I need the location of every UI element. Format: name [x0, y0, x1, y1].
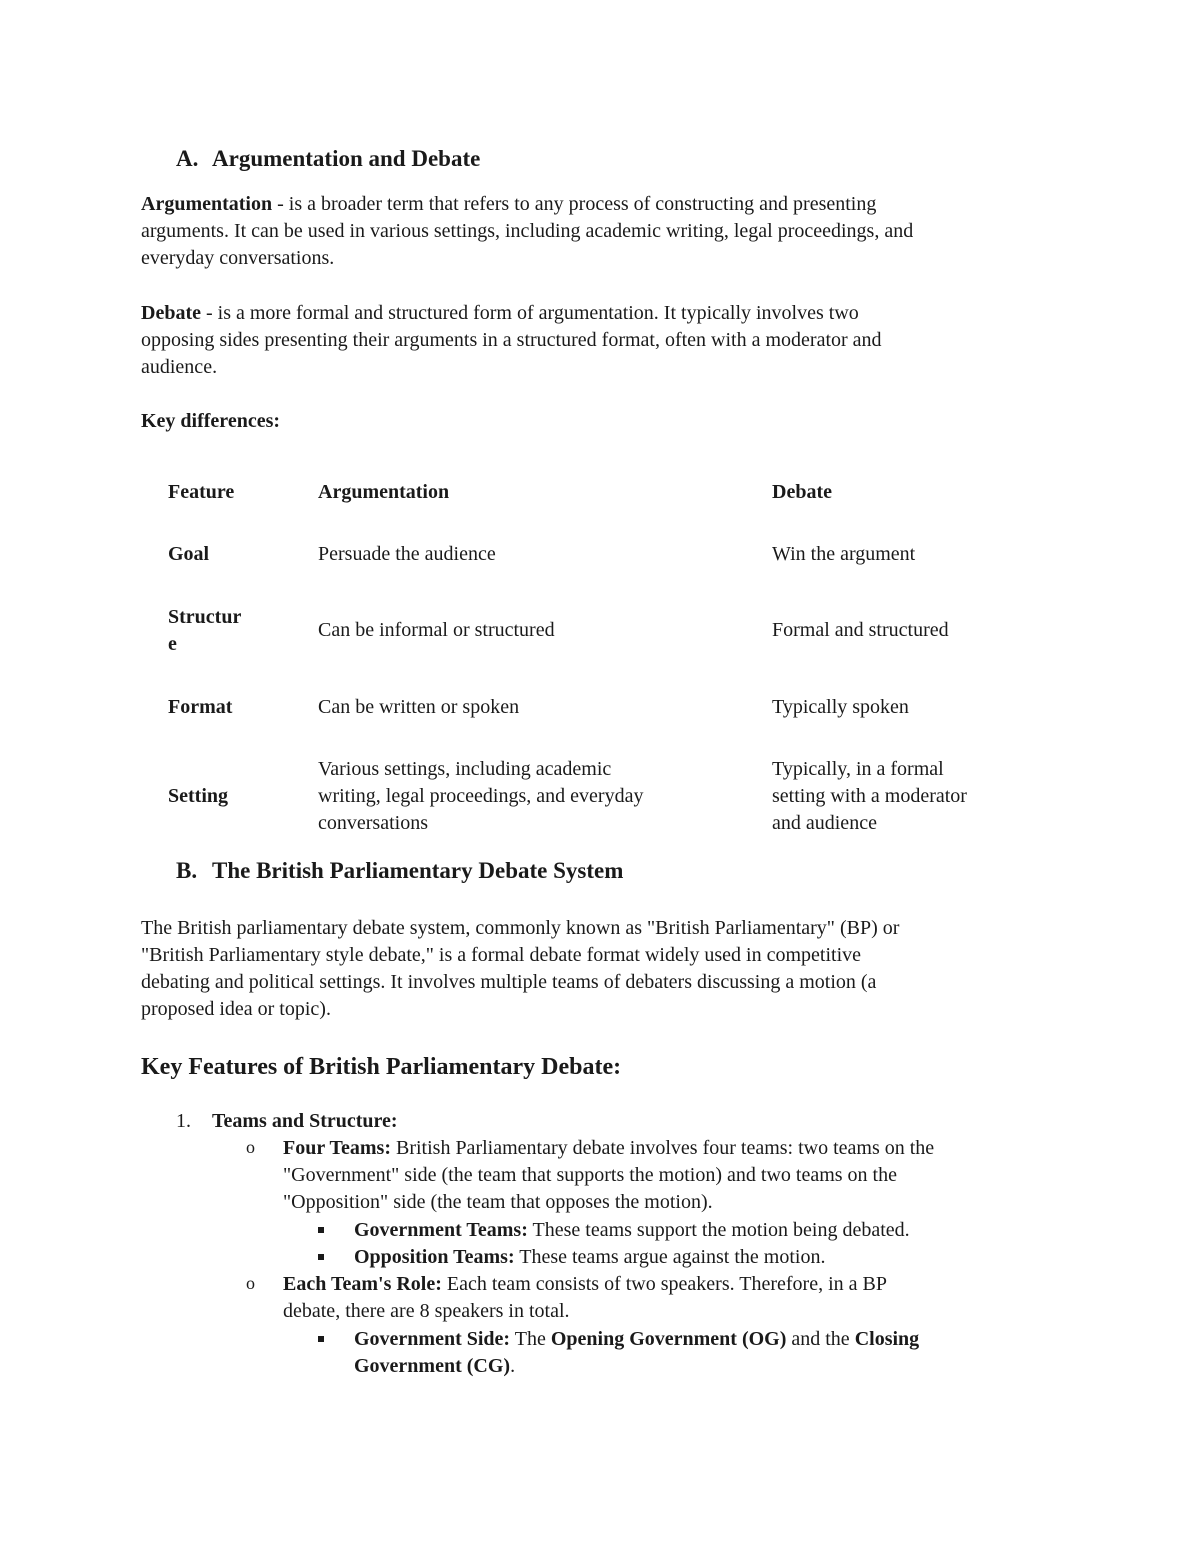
four-teams-line-3: "Opposition" side (the team that opposes the motion). [283, 1191, 713, 1213]
table-row-goal-debate: Win the argument [772, 543, 916, 565]
table-row-structure-feature [168, 604, 268, 658]
table-row-structure-debate: Formal and structured [772, 619, 949, 641]
each-team-role-line-1: Each team consists of two speakers. Therefore, in a BP [441, 1273, 887, 1295]
debate-definition [141, 300, 1071, 381]
section-b-title: The British Parliamentary Debate System [212, 858, 624, 883]
four-teams-line-1: British Parliamentary debate involves four teams: two teams on the [390, 1137, 935, 1159]
table-row-setting-argumentation [318, 756, 728, 837]
table-row-goal-argumentation: Persuade the audience [318, 543, 496, 565]
closing-label: Closing [854, 1328, 920, 1350]
key-features-heading: Key Features of British Parliamentary Debate: [141, 1054, 622, 1080]
table-row-goal-feature: Goal [168, 543, 210, 565]
closing-government-label: Government (CG) [354, 1355, 511, 1377]
key-differences-label: Key differences: [141, 410, 281, 432]
list-item-four-teams [283, 1135, 1073, 1216]
setting-argumentation-line-3: conversations [318, 812, 428, 834]
square-bullet-icon [318, 1336, 324, 1342]
section-a-heading [176, 145, 480, 173]
bp-intro-line-3: debating and political settings. It involves multiple teams of debaters discussing a motion (a [141, 971, 877, 993]
bullet-each-team-role: o [246, 1273, 255, 1293]
debate-term: Debate [141, 302, 201, 324]
bp-intro-line-1: The British parliamentary debate system, commonly known as "British Parliamentary" (BP) or [141, 917, 900, 939]
four-teams-line-2: "Government" side (the team that supports the motion) and two teams on the [283, 1164, 897, 1186]
table-row-format-feature: Format [168, 696, 233, 718]
setting-argumentation-line-1: Various settings, including academic [318, 758, 612, 780]
debate-line-2: opposing sides presenting their arguments in a structured format, often with a moderator and [141, 329, 882, 351]
table-row-format-argumentation: Can be written or spoken [318, 696, 520, 718]
opening-government-label: Opening Government (OG) [550, 1328, 787, 1350]
square-bullet-icon [318, 1254, 324, 1260]
table-header-feature: Feature [168, 481, 235, 503]
government-side-text-2: and the [786, 1328, 855, 1350]
bp-intro-paragraph [141, 915, 1071, 1023]
four-teams-label: Four Teams: [283, 1137, 391, 1159]
table-row-setting-debate [772, 756, 1032, 837]
argumentation-line-1: - is a broader term that refers to any process of constructing and presenting [272, 193, 877, 215]
government-teams-label: Government Teams: [354, 1219, 528, 1241]
setting-debate-line-2: setting with a moderator [772, 785, 967, 807]
argumentation-definition [141, 191, 1071, 272]
debate-line-1: - is a more formal and structured form of argumentation. It typically involves two [200, 302, 859, 324]
bp-intro-line-4: proposed idea or topic). [141, 998, 331, 1020]
government-teams-text: These teams support the motion being debated. [527, 1219, 910, 1241]
list-item-government-teams [354, 1217, 1074, 1244]
bp-intro-line-2: "British Parliamentary style debate," is a formal debate format widely used in competitive [141, 944, 862, 966]
section-b-heading [176, 857, 623, 885]
bullet-four-teams: o [246, 1137, 255, 1157]
setting-debate-line-1: Typically, in a formal [772, 758, 944, 780]
debate-line-3: audience. [141, 356, 218, 378]
structure-feature-line-2: e [168, 633, 177, 655]
table-row-structure-argumentation: Can be informal or structured [318, 619, 555, 641]
structure-feature-line-1: Structur [168, 606, 242, 628]
government-side-label: Government Side: [354, 1328, 511, 1350]
list-number-1: 1. [176, 1110, 191, 1132]
table-header-argumentation: Argumentation [318, 481, 450, 503]
opposition-teams-label: Opposition Teams: [354, 1246, 515, 1268]
table-row-setting-feature: Setting [168, 785, 228, 807]
setting-debate-line-3: and audience [772, 812, 877, 834]
square-bullet-icon [318, 1227, 324, 1233]
setting-argumentation-line-2: writing, legal proceedings, and everyday [318, 785, 644, 807]
government-side-end: . [510, 1355, 516, 1377]
argumentation-line-2: arguments. It can be used in various settings, including academic writing, legal proceedings, and [141, 220, 914, 242]
argumentation-term: Argumentation [141, 193, 273, 215]
section-a-title: Argumentation and Debate [212, 146, 481, 171]
list-item-government-side [354, 1326, 1074, 1380]
list-item-each-team-role [283, 1271, 1073, 1325]
table-row-format-debate: Typically spoken [772, 696, 909, 718]
government-side-text-1: The [510, 1328, 551, 1350]
list-item-opposition-teams [354, 1244, 1074, 1271]
each-team-role-label: Each Team's Role: [283, 1273, 442, 1295]
table-header-debate: Debate [772, 481, 832, 503]
each-team-role-line-2: debate, there are 8 speakers in total. [283, 1300, 570, 1322]
section-a-marker: A. [176, 146, 199, 171]
list-item-1-label: Teams and Structure: [212, 1110, 398, 1132]
opposition-teams-text: These teams argue against the motion. [514, 1246, 826, 1268]
section-b-marker: B. [176, 858, 198, 883]
argumentation-line-3: everyday conversations. [141, 247, 335, 269]
